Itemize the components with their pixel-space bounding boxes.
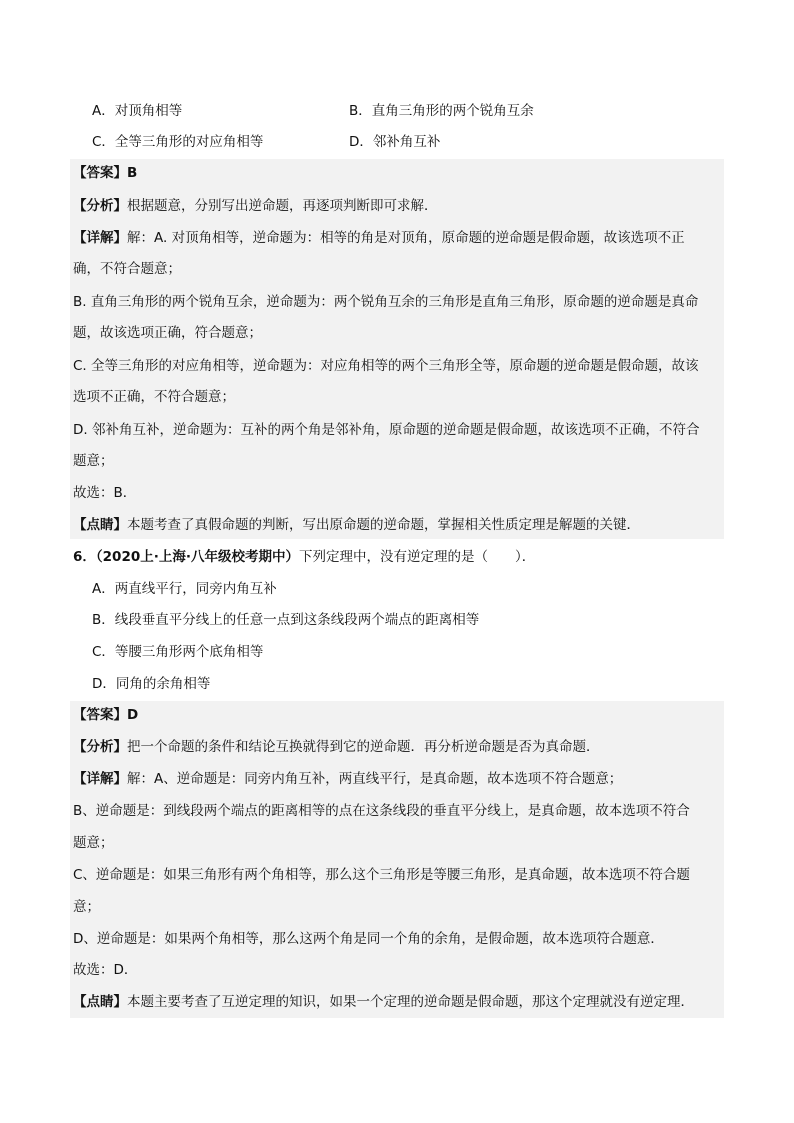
q5-detail-line-8: 题意； <box>73 453 114 469</box>
q6-detail-line-6: D、逆命题是：如果两个角相等，那么这两个角是同一个角的余角，是假命题，故本选项符合题意． <box>73 931 664 947</box>
q5-option-a: A．对顶角相等 <box>92 103 183 119</box>
q5-detail-line-3: B. 直角三角形的两个锐角互余，逆命题为：两个锐角互余的三角形是直角三角形，原命题的逆命题是真命 <box>73 294 699 310</box>
analysis-text: 根据题意，分别写出逆命题，再逐项判断即可求解． <box>127 198 438 214</box>
detail-tag: 详解 <box>86 230 114 246</box>
q6-analysis: 【分析】把一个命题的条件和结论互换就得到它的逆命题．再分析逆命题是否为真命题． <box>73 739 600 755</box>
q6-detail-line-2: B、逆命题是：到线段两个端点的距离相等的点在这条线段的垂直平分线上，是真命题，故本选项不符合 <box>73 803 690 819</box>
q6-option-b: B．线段垂直平分线上的任意一点到这条线段两个端点的距离相等 <box>92 612 480 628</box>
q6-number: 6． <box>73 549 96 565</box>
answer-value: B <box>127 165 138 181</box>
q5-option-d: D．邻补角互补 <box>349 134 441 150</box>
analysis-text: 把一个命题的条件和结论互换就得到它的逆命题．再分析逆命题是否为真命题． <box>127 739 600 755</box>
q5-answer: 【答案】B <box>73 165 138 181</box>
q6-answer: 【答案】D <box>73 707 139 723</box>
comment-text: 本题考查了真假命题的判断，写出原命题的逆命题，掌握相关性质定理是解题的关键． <box>127 517 640 533</box>
q6-source: （2020上·上海·八年级校考期中） <box>95 549 299 565</box>
q5-option-c: C．全等三角形的对应角相等 <box>92 134 264 150</box>
q5-detail-line-4: 题，故该选项正确，符合题意； <box>73 325 262 341</box>
analysis-tag: 分析 <box>86 198 114 214</box>
comment-tag: 点睛 <box>86 994 114 1010</box>
q6-detail-line-1: 【详解】解：A、逆命题是：同旁内角互补，两直线平行，是真命题，故本选项不符合题意； <box>73 771 623 787</box>
q5-comment: 【点睛】本题考查了真假命题的判断，写出原命题的逆命题，掌握相关性质定理是解题的关键． <box>73 517 640 533</box>
q5-detail-line-2: 确，不符合题意； <box>73 261 181 277</box>
comment-tag: 点睛 <box>86 517 114 533</box>
q5-detail-line-1: 【详解】解：A. 对顶角相等，逆命题为：相等的角是对顶角，原命题的逆命题是假命题，故该选项不正 <box>73 230 685 246</box>
answer-value: D <box>127 707 139 723</box>
answer-tag: 答案 <box>86 165 114 181</box>
q6-detail-line-7: 故选：D． <box>73 962 138 978</box>
q6-option-d: D．同角的余角相等 <box>92 676 211 692</box>
q6-detail-line-5: 意； <box>73 899 100 915</box>
q6-option-a: A．两直线平行，同旁内角互补 <box>92 581 277 597</box>
q5-detail-line-7: D. 邻补角互补，逆命题为：互补的两个角是邻补角，原命题的逆命题是假命题，故该选项不正确，不符合 <box>73 422 700 438</box>
q5-analysis: 【分析】根据题意，分别写出逆命题，再逐项判断即可求解． <box>73 198 438 214</box>
detail-tag: 详解 <box>86 771 114 787</box>
q6-detail-line-3: 题意； <box>73 835 114 851</box>
q6-option-c: C．等腰三角形两个底角相等 <box>92 644 264 660</box>
q6-stem <box>73 547 723 567</box>
q5-detail-line-5: C. 全等三角形的对应角相等，逆命题为：对应角相等的两个三角形全等，原命题的逆命题是假命题，故该 <box>73 358 699 374</box>
q5-detail-line-9: 故选：B． <box>73 485 137 501</box>
q6-detail-line-4: C、逆命题是：如果三角形有两个角相等，那么这个三角形是等腰三角形，是真命题，故本选项不符合题 <box>73 867 690 883</box>
comment-text: 本题主要考查了互逆定理的知识，如果一个定理的逆命题是假命题，那这个定理就没有逆定理． <box>127 994 694 1010</box>
q5-option-b: B．直角三角形的两个锐角互余 <box>349 103 534 119</box>
answer-tag: 答案 <box>86 707 114 723</box>
q5-solution-block <box>70 159 724 539</box>
q5-detail-line-6: 选项不正确，不符合题意； <box>73 389 235 405</box>
analysis-tag: 分析 <box>86 739 114 755</box>
q6-comment: 【点睛】本题主要考查了互逆定理的知识，如果一个定理的逆命题是假命题，那这个定理就没有逆定理． <box>73 994 694 1010</box>
q6-stem-text: 下列定理中，没有逆定理的是（ ）． <box>299 549 536 565</box>
